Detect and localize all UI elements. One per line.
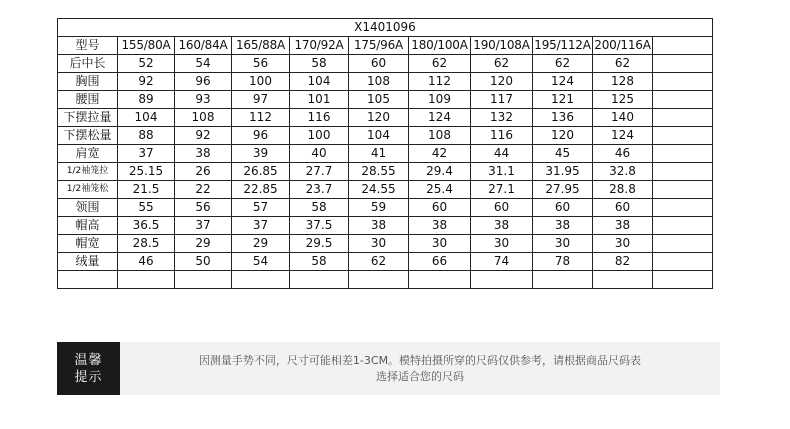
table-cell: 66 — [409, 253, 471, 271]
table-cell — [232, 271, 290, 289]
table-row — [58, 91, 713, 109]
table-cell — [653, 163, 713, 181]
size-header-cell: 200/116A — [593, 37, 653, 55]
table-cell: 26 — [175, 163, 232, 181]
table-cell: 37.5 — [290, 217, 349, 235]
table-cell: 54 — [232, 253, 290, 271]
table-cell: 38 — [175, 145, 232, 163]
row-label: 帽宽 — [58, 235, 118, 253]
table-cell: 101 — [290, 91, 349, 109]
table-cell: 29 — [175, 235, 232, 253]
table-cell: 89 — [118, 91, 175, 109]
table-cell: 108 — [409, 127, 471, 145]
table-cell: 28.55 — [349, 163, 409, 181]
table-cell: 74 — [471, 253, 533, 271]
table-cell: 30 — [471, 235, 533, 253]
row-label: 下摆拉量 — [58, 109, 118, 127]
table-cell: 121 — [533, 91, 593, 109]
table-row — [58, 217, 713, 235]
row-label: 绒量 — [58, 253, 118, 271]
tip-badge-line2: 提示 — [74, 369, 103, 385]
table-cell — [653, 109, 713, 127]
table-row — [58, 73, 713, 91]
table-cell: 58 — [290, 199, 349, 217]
table-cell: 38 — [471, 217, 533, 235]
size-header-row — [58, 37, 713, 55]
tip-badge-line1: 温馨 — [74, 352, 103, 368]
size-header-cell: 175/96A — [349, 37, 409, 55]
table-cell: 29.5 — [290, 235, 349, 253]
table-cell: 50 — [175, 253, 232, 271]
table-row — [58, 253, 713, 271]
table-cell — [175, 271, 232, 289]
tip-text-line1: 因测量手势不同，尺寸可能相差1-3CM。模特拍摄所穿的尺码仅供参考，请根据商品尺码表 — [198, 353, 642, 367]
table-cell: 54 — [175, 55, 232, 73]
table-cell: 31.95 — [533, 163, 593, 181]
table-cell: 78 — [533, 253, 593, 271]
table-cell: 31.1 — [471, 163, 533, 181]
table-cell: 108 — [349, 73, 409, 91]
table-cell: 60 — [593, 199, 653, 217]
table-cell: 109 — [409, 91, 471, 109]
table-cell: 28.8 — [593, 181, 653, 199]
table-cell — [653, 199, 713, 217]
table-cell: 27.95 — [533, 181, 593, 199]
table-cell: 30 — [409, 235, 471, 253]
table-cell — [349, 271, 409, 289]
table-cell: 96 — [232, 127, 290, 145]
table-cell: 120 — [533, 127, 593, 145]
table-cell: 30 — [349, 235, 409, 253]
table-cell: 104 — [290, 73, 349, 91]
table-cell: 132 — [471, 109, 533, 127]
table-cell: 104 — [349, 127, 409, 145]
table-cell: 41 — [349, 145, 409, 163]
table-cell: 23.7 — [290, 181, 349, 199]
table-cell: 27.1 — [471, 181, 533, 199]
table-cell: 36.5 — [118, 217, 175, 235]
table-cell — [290, 271, 349, 289]
table-cell: 128 — [593, 73, 653, 91]
table-cell: 37 — [118, 145, 175, 163]
table-cell: 22.85 — [232, 181, 290, 199]
table-cell: 124 — [409, 109, 471, 127]
table-row — [58, 181, 713, 199]
table-cell: 29.4 — [409, 163, 471, 181]
table-cell: 100 — [232, 73, 290, 91]
table-cell: 22 — [175, 181, 232, 199]
tip-text — [120, 342, 720, 395]
table-cell: 96 — [175, 73, 232, 91]
table-cell: 24.55 — [349, 181, 409, 199]
table-cell — [653, 91, 713, 109]
table-cell — [653, 181, 713, 199]
table-row — [58, 271, 713, 289]
size-table-body — [58, 55, 713, 289]
table-cell: 140 — [593, 109, 653, 127]
table-cell: 112 — [232, 109, 290, 127]
table-row — [58, 163, 713, 181]
table-cell: 30 — [533, 235, 593, 253]
table-title: X1401096 — [58, 19, 713, 37]
table-cell: 104 — [118, 109, 175, 127]
table-cell: 38 — [593, 217, 653, 235]
table-cell: 56 — [232, 55, 290, 73]
size-header-cell: 190/108A — [471, 37, 533, 55]
table-title-row — [58, 19, 713, 37]
table-cell: 82 — [593, 253, 653, 271]
table-row — [58, 55, 713, 73]
table-row — [58, 145, 713, 163]
table-cell — [653, 55, 713, 73]
table-cell — [653, 217, 713, 235]
table-cell — [593, 271, 653, 289]
size-header-cell: 195/112A — [533, 37, 593, 55]
row-label: 胸围 — [58, 73, 118, 91]
table-cell: 40 — [290, 145, 349, 163]
row-label: 肩宽 — [58, 145, 118, 163]
table-cell: 58 — [290, 253, 349, 271]
table-cell: 59 — [349, 199, 409, 217]
tip-bar — [57, 342, 720, 395]
table-cell: 21.5 — [118, 181, 175, 199]
table-cell — [653, 235, 713, 253]
table-cell: 120 — [349, 109, 409, 127]
table-cell: 57 — [232, 199, 290, 217]
table-cell — [409, 271, 471, 289]
size-chart-table — [57, 18, 713, 289]
size-header-cell: 170/92A — [290, 37, 349, 55]
table-cell: 136 — [533, 109, 593, 127]
table-cell: 60 — [471, 199, 533, 217]
table-cell: 30 — [593, 235, 653, 253]
table-cell: 44 — [471, 145, 533, 163]
table-cell: 124 — [593, 127, 653, 145]
table-cell: 26.85 — [232, 163, 290, 181]
table-row — [58, 235, 713, 253]
table-cell: 46 — [593, 145, 653, 163]
table-cell: 45 — [533, 145, 593, 163]
tip-text-line2: 选择适合您的尺码 — [376, 369, 464, 383]
row-label: 腰围 — [58, 91, 118, 109]
table-cell: 25.15 — [118, 163, 175, 181]
table-cell: 62 — [409, 55, 471, 73]
table-cell: 39 — [232, 145, 290, 163]
row-label: 1/2袖笼拉 — [58, 163, 118, 181]
table-cell: 124 — [533, 73, 593, 91]
table-cell — [653, 73, 713, 91]
row-label — [58, 271, 118, 289]
table-cell: 38 — [409, 217, 471, 235]
table-cell: 56 — [175, 199, 232, 217]
table-cell: 38 — [533, 217, 593, 235]
row-label: 下摆松量 — [58, 127, 118, 145]
table-cell: 60 — [349, 55, 409, 73]
table-cell: 38 — [349, 217, 409, 235]
table-cell — [653, 271, 713, 289]
table-cell: 62 — [533, 55, 593, 73]
table-cell: 108 — [175, 109, 232, 127]
table-cell: 125 — [593, 91, 653, 109]
table-cell — [653, 127, 713, 145]
row-label: 帽高 — [58, 217, 118, 235]
table-cell: 58 — [290, 55, 349, 73]
table-cell — [471, 271, 533, 289]
table-cell — [653, 253, 713, 271]
table-cell: 92 — [118, 73, 175, 91]
size-header-cell: 180/100A — [409, 37, 471, 55]
table-cell: 52 — [118, 55, 175, 73]
size-header-cell: 155/80A — [118, 37, 175, 55]
table-cell: 37 — [175, 217, 232, 235]
table-cell: 46 — [118, 253, 175, 271]
table-cell: 27.7 — [290, 163, 349, 181]
table-cell: 62 — [349, 253, 409, 271]
table-cell: 37 — [232, 217, 290, 235]
table-cell: 29 — [232, 235, 290, 253]
tip-badge — [57, 342, 120, 395]
table-cell: 62 — [471, 55, 533, 73]
table-cell: 88 — [118, 127, 175, 145]
table-cell: 42 — [409, 145, 471, 163]
size-header-cell — [653, 37, 713, 55]
table-cell: 28.5 — [118, 235, 175, 253]
table-cell: 55 — [118, 199, 175, 217]
table-cell — [533, 271, 593, 289]
table-cell: 105 — [349, 91, 409, 109]
table-cell: 120 — [471, 73, 533, 91]
table-cell: 97 — [232, 91, 290, 109]
table-cell: 92 — [175, 127, 232, 145]
table-cell: 100 — [290, 127, 349, 145]
table-cell: 116 — [471, 127, 533, 145]
table-cell: 116 — [290, 109, 349, 127]
table-cell: 25.4 — [409, 181, 471, 199]
row-label: 领围 — [58, 199, 118, 217]
size-header-cell: 160/84A — [175, 37, 232, 55]
table-cell: 32.8 — [593, 163, 653, 181]
table-cell: 60 — [533, 199, 593, 217]
size-header-cell: 165/88A — [232, 37, 290, 55]
table-cell: 117 — [471, 91, 533, 109]
header-label: 型号 — [58, 37, 118, 55]
table-cell: 60 — [409, 199, 471, 217]
table-row — [58, 127, 713, 145]
table-cell — [118, 271, 175, 289]
table-cell — [653, 145, 713, 163]
table-row — [58, 109, 713, 127]
table-row — [58, 199, 713, 217]
table-cell: 62 — [593, 55, 653, 73]
table-cell: 93 — [175, 91, 232, 109]
row-label: 后中长 — [58, 55, 118, 73]
row-label: 1/2袖笼松 — [58, 181, 118, 199]
table-cell: 112 — [409, 73, 471, 91]
